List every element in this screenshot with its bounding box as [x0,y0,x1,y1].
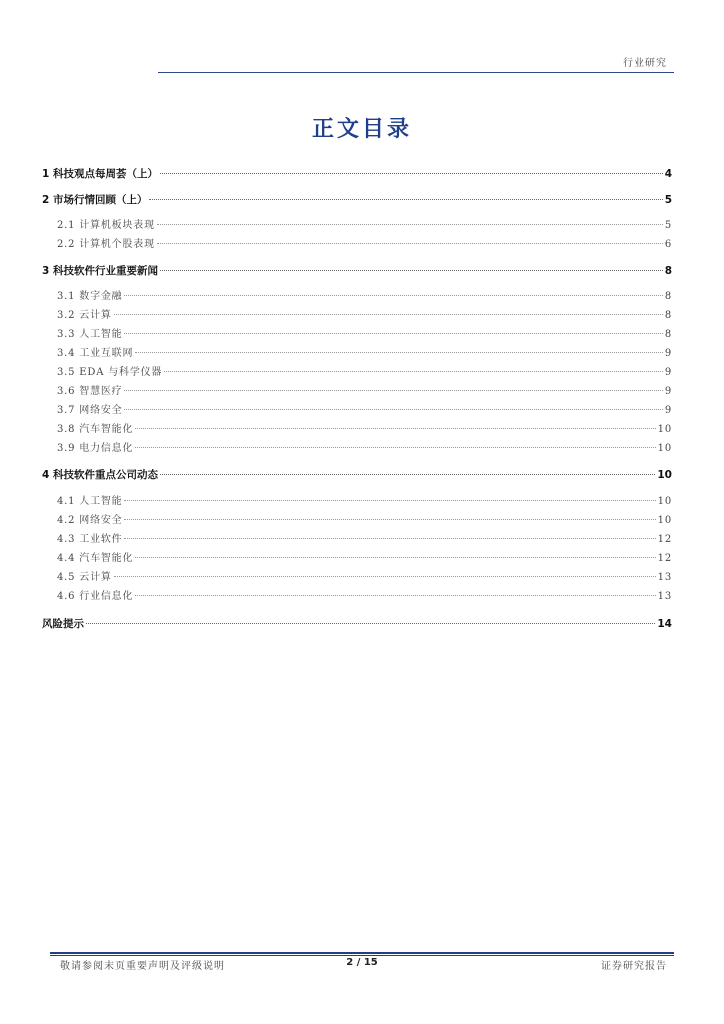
toc-entry-title: 3.6 智慧医疗 [57,386,123,397]
toc-entry-title: 4.4 汽车智能化 [57,553,134,564]
toc-entry-page: 10 [657,443,672,454]
toc-entry-page: 12 [657,553,672,564]
toc-dot-leader [135,447,655,448]
toc-subsection-entry[interactable] [42,422,672,438]
toc-entry-title: 3.7 网络安全 [57,405,123,416]
footer-rule [50,952,674,954]
toc-dot-leader [124,538,655,539]
footer-rule-thin [50,955,674,956]
toc-section-entry[interactable] [42,616,672,632]
toc-entry-page: 8 [664,329,672,340]
toc-subsection-entry[interactable] [42,494,672,510]
toc-entry-title: 4.1 人工智能 [57,496,123,507]
toc-dot-leader [124,409,662,410]
toc-dot-leader [149,199,662,200]
toc-dot-leader [124,390,662,391]
toc-entry-page: 14 [657,618,672,630]
toc-entry-title: 3 科技软件行业重要新闻 [42,265,158,277]
toc-entry-page: 13 [657,572,672,583]
toc-subsection-entry[interactable] [42,218,672,234]
toc-entry-page: 9 [664,405,672,416]
page-title: 正文目录 [311,117,412,142]
toc-entry-page: 5 [664,194,672,206]
toc-subsection-entry[interactable] [42,570,672,586]
toc-entry-title: 3.3 人工智能 [57,329,123,340]
toc-entry-title: 3.2 云计算 [57,310,112,321]
toc-entry-page: 6 [664,239,672,250]
toc-entry-page: 9 [664,386,672,397]
toc-entry-page: 5 [664,220,672,231]
toc-subsection-entry[interactable] [42,589,672,605]
toc-dot-leader [124,500,655,501]
toc-subsection-entry[interactable] [42,308,672,324]
toc-entry-title: 4 科技软件重点公司动态 [42,469,158,481]
toc-entry-title: 2.1 计算机板块表现 [57,220,155,231]
toc-entry-title: 1 科技观点每周荟（上） [42,168,158,180]
header-label: 行业研究 [623,58,667,69]
toc-entry-title: 3.9 电力信息化 [57,443,134,454]
toc-dot-leader [114,576,656,577]
toc-entry-page: 8 [664,265,672,277]
toc-dot-leader [86,623,655,624]
toc-dot-leader [160,270,663,271]
toc-entry-page: 8 [664,310,672,321]
toc-subsection-entry[interactable] [42,365,672,381]
toc-dot-leader [114,314,663,315]
toc-dot-leader [157,224,663,225]
toc-entry-title: 2.2 计算机个股表现 [57,239,155,250]
toc-dot-leader [160,173,663,174]
toc-dot-leader [135,352,663,353]
toc-entry-title: 3.5 EDA 与科学仪器 [57,367,163,378]
toc-section-entry[interactable] [42,467,672,483]
toc-entry-page: 9 [664,367,672,378]
toc-subsection-entry[interactable] [42,441,672,457]
toc-entry-page: 10 [657,496,672,507]
toc-subsection-entry[interactable] [42,237,672,253]
toc-entry-title: 4.3 工业软件 [57,534,123,545]
toc-entry-page: 13 [657,591,672,602]
toc-entry-page: 10 [657,469,672,481]
toc-entry-page: 8 [664,291,672,302]
toc-entry-title: 风险提示 [42,618,84,630]
toc-subsection-entry[interactable] [42,551,672,567]
toc-dot-leader [124,333,662,334]
toc-entry-page: 12 [657,534,672,545]
toc-subsection-entry[interactable] [42,327,672,343]
toc-dot-leader [135,595,655,596]
page-number: 2 / 15 [346,957,378,968]
toc-entry-title: 4.2 网络安全 [57,515,123,526]
footer-disclaimer-note: 敬请参阅末页重要声明及评级说明 [60,961,225,972]
toc-entry-page: 9 [664,348,672,359]
toc-entry-title: 3.4 工业互联网 [57,348,134,359]
toc-dot-leader [124,295,662,296]
toc-dot-leader [135,428,655,429]
toc-dot-leader [160,474,655,475]
toc-entry-page: 10 [657,424,672,435]
toc-section-entry[interactable] [42,166,672,182]
toc-section-entry[interactable] [42,263,672,279]
toc-entry-title: 4.6 行业信息化 [57,591,134,602]
toc-entry-page: 4 [664,168,672,180]
toc-dot-leader [124,519,655,520]
header-rule [158,72,674,73]
toc-entry-title: 3.8 汽车智能化 [57,424,134,435]
toc-entry-page: 10 [657,515,672,526]
toc-entry-title: 4.5 云计算 [57,572,112,583]
toc-entry-title: 3.1 数字金融 [57,291,123,302]
toc-subsection-entry[interactable] [42,346,672,362]
toc-entry-title: 2 市场行情回顾（上） [42,194,148,206]
toc-subsection-entry[interactable] [42,289,672,305]
toc-subsection-entry[interactable] [42,384,672,400]
toc-subsection-entry[interactable] [42,403,672,419]
toc-dot-leader [157,243,663,244]
toc-dot-leader [135,557,655,558]
toc-subsection-entry[interactable] [42,532,672,548]
toc-section-entry[interactable] [42,192,672,208]
toc-subsection-entry[interactable] [42,513,672,529]
footer-report-type: 证券研究报告 [601,961,667,972]
toc-dot-leader [164,371,663,372]
